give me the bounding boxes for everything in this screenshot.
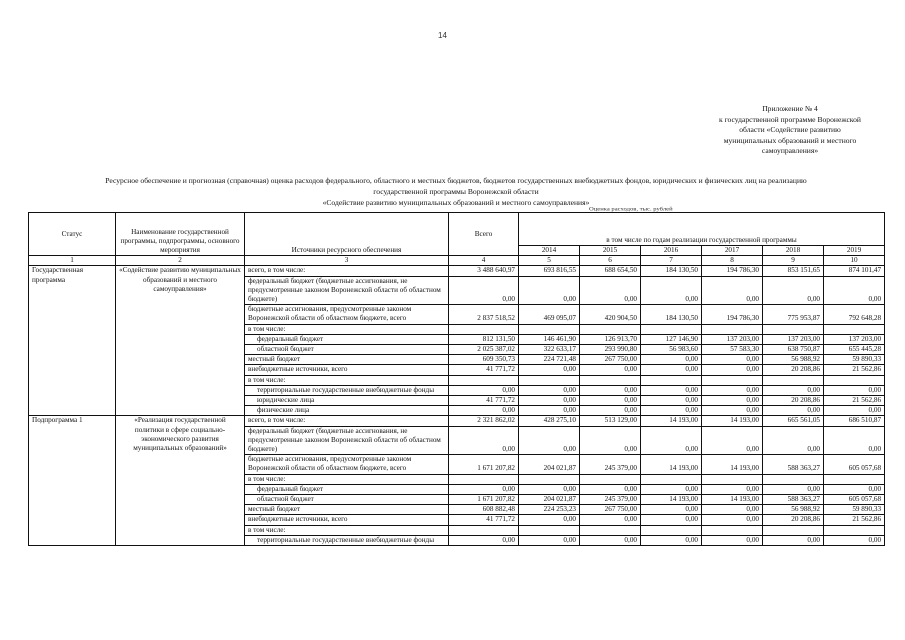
year-value-cell: 0,00 [641, 355, 702, 365]
year-value-cell: 0,00 [519, 515, 580, 525]
year-value-cell: 0,00 [702, 365, 763, 375]
year-value-cell: 605 057,68 [824, 455, 885, 474]
column-number: 5 [519, 256, 580, 266]
year-value-cell [763, 525, 824, 535]
year-value-cell: 0,00 [580, 426, 641, 455]
total-cell: 2 025 387,02 [449, 345, 519, 355]
source-header: Источники ресурсного обеспечения [245, 213, 449, 256]
year-value-cell: 184 130,50 [641, 266, 702, 276]
year-value-cell: 638 750,87 [763, 345, 824, 355]
year-value-cell: 224 253,23 [519, 505, 580, 515]
total-cell: 41 771,72 [449, 365, 519, 375]
year-value-cell [702, 474, 763, 484]
year-value-cell: 245 379,00 [580, 495, 641, 505]
year-value-cell: 20 208,86 [763, 396, 824, 406]
total-cell: 0,00 [449, 484, 519, 494]
year-value-cell [763, 474, 824, 484]
cost-header: Оценка расходов, тыс. рублей [589, 206, 673, 213]
year-value-cell: 57 583,30 [702, 345, 763, 355]
column-number: 2 [116, 256, 245, 266]
year-value-cell [641, 525, 702, 535]
year-value-cell: 0,00 [519, 396, 580, 406]
year-value-cell: 0,00 [519, 276, 580, 305]
heading-line-2: государственной программы Воронежской области [373, 186, 539, 196]
year-value-cell: 0,00 [580, 535, 641, 545]
year-value-cell: 686 510,87 [824, 416, 885, 426]
year-value-cell: 0,00 [641, 484, 702, 494]
year-value-cell: 0,00 [824, 385, 885, 395]
year-value-cell: 0,00 [641, 276, 702, 305]
source-cell: физические лица [245, 406, 449, 416]
column-number-row [29, 256, 885, 266]
name-cell: «Реализация государственной политики в сфере социально-экономического развития муниципальных образований» [116, 416, 245, 546]
year-value-cell: 0,00 [824, 406, 885, 416]
year-header: 2014 [519, 246, 580, 256]
total-cell: 0,00 [449, 426, 519, 455]
year-value-cell: 420 904,50 [580, 305, 641, 324]
year-value-cell: 14 193,00 [702, 416, 763, 426]
year-value-cell: 204 021,87 [519, 495, 580, 505]
year-value-cell: 56 983,60 [641, 345, 702, 355]
column-number: 7 [641, 256, 702, 266]
total-cell: 0,00 [449, 276, 519, 305]
year-value-cell: 0,00 [641, 396, 702, 406]
year-value-cell: 0,00 [702, 426, 763, 455]
year-value-cell: 0,00 [641, 426, 702, 455]
year-value-cell: 0,00 [641, 535, 702, 545]
year-value-cell: 0,00 [702, 396, 763, 406]
year-value-cell: 588 363,27 [763, 455, 824, 474]
year-value-cell: 59 890,33 [824, 505, 885, 515]
year-value-cell [580, 375, 641, 385]
source-cell: федеральный бюджет (бюджетные ассигнования, не предусмотренные законом Воронежской области об областном бюджете) [245, 276, 449, 305]
column-number: 4 [449, 256, 519, 266]
year-value-cell: 605 057,68 [824, 495, 885, 505]
year-value-cell: 21 562,86 [824, 396, 885, 406]
table-row [29, 266, 885, 276]
year-value-cell [641, 375, 702, 385]
total-cell: 1 671 207,82 [449, 455, 519, 474]
year-value-cell: 0,00 [641, 515, 702, 525]
source-cell: федеральный бюджет [245, 484, 449, 494]
year-value-cell: 20 208,86 [763, 365, 824, 375]
year-value-cell: 513 129,00 [580, 416, 641, 426]
year-value-cell: 0,00 [641, 406, 702, 416]
year-value-cell: 792 648,28 [824, 305, 885, 324]
year-value-cell: 267 750,00 [580, 355, 641, 365]
year-value-cell: 267 750,00 [580, 505, 641, 515]
year-value-cell: 0,00 [641, 505, 702, 515]
year-value-cell: 0,00 [763, 484, 824, 494]
year-value-cell: 0,00 [641, 385, 702, 395]
status-cell: Государственная программа [29, 266, 116, 416]
year-value-cell [763, 324, 824, 334]
appendix-note [696, 104, 884, 157]
column-number: 6 [580, 256, 641, 266]
year-value-cell: 0,00 [702, 385, 763, 395]
table-row [29, 416, 885, 426]
total-cell: 608 882,48 [449, 505, 519, 515]
source-cell: в том числе: [245, 324, 449, 334]
source-cell: областной бюджет [245, 345, 449, 355]
total-header: Всего [449, 213, 519, 256]
year-value-cell: 14 193,00 [641, 455, 702, 474]
appendix-line: Приложение № 4 [762, 104, 818, 113]
total-cell: 2 837 518,52 [449, 305, 519, 324]
year-value-cell [580, 474, 641, 484]
year-value-cell [580, 525, 641, 535]
year-header: 2018 [763, 246, 824, 256]
year-value-cell: 469 095,07 [519, 305, 580, 324]
year-value-cell: 0,00 [580, 276, 641, 305]
page-number: 14 [438, 31, 447, 40]
year-value-cell: 245 379,00 [580, 455, 641, 474]
column-number: 10 [824, 256, 885, 266]
year-value-cell: 688 654,50 [580, 266, 641, 276]
year-value-cell: 137 203,00 [824, 334, 885, 344]
year-value-cell: 665 561,05 [763, 416, 824, 426]
source-cell: федеральный бюджет (бюджетные ассигнования, не предусмотренные законом Воронежской области об областном бюджете) [245, 426, 449, 455]
appendix-line: к государственной программе Воронежской [719, 114, 861, 124]
year-value-cell: 588 363,27 [763, 495, 824, 505]
year-value-cell: 0,00 [763, 535, 824, 545]
year-value-cell: 14 193,00 [641, 416, 702, 426]
year-value-cell: 127 146,90 [641, 334, 702, 344]
year-value-cell: 0,00 [763, 426, 824, 455]
source-cell: в том числе: [245, 474, 449, 484]
year-value-cell: 0,00 [763, 276, 824, 305]
year-value-cell: 0,00 [702, 355, 763, 365]
column-number: 3 [245, 256, 449, 266]
year-header: 2016 [641, 246, 702, 256]
total-cell: 2 321 862,02 [449, 416, 519, 426]
year-value-cell: 0,00 [519, 406, 580, 416]
year-value-cell: 428 275,10 [519, 416, 580, 426]
year-value-cell: 0,00 [580, 365, 641, 375]
year-value-cell [824, 375, 885, 385]
source-cell: в том числе: [245, 375, 449, 385]
document-heading [30, 176, 882, 197]
year-value-cell [702, 375, 763, 385]
source-cell: территориальные государственные внебюджетные фонды [245, 385, 449, 395]
total-cell [449, 474, 519, 484]
total-cell: 812 131,50 [449, 334, 519, 344]
year-value-cell: 137 203,00 [763, 334, 824, 344]
year-header: 2017 [702, 246, 763, 256]
source-cell: внебюджетные источники, всего [245, 515, 449, 525]
status-header: Статус [29, 213, 116, 256]
year-value-cell: 0,00 [702, 406, 763, 416]
total-cell [449, 375, 519, 385]
year-header: 2015 [580, 246, 641, 256]
total-cell: 0,00 [449, 385, 519, 395]
year-value-cell [824, 474, 885, 484]
total-cell: 3 488 640,97 [449, 266, 519, 276]
total-cell: 41 771,72 [449, 515, 519, 525]
year-value-cell: 146 461,90 [519, 334, 580, 344]
year-value-cell: 0,00 [580, 406, 641, 416]
year-value-cell: 14 193,00 [702, 495, 763, 505]
year-value-cell: 293 990,80 [580, 345, 641, 355]
year-value-cell: 0,00 [702, 484, 763, 494]
year-value-cell [641, 474, 702, 484]
name-header: Наименование государственной программы, подпрограммы, основного мероприятия [116, 213, 245, 256]
column-number: 1 [29, 256, 116, 266]
year-value-cell: 853 151,65 [763, 266, 824, 276]
source-cell: юридические лица [245, 396, 449, 406]
year-value-cell [824, 525, 885, 535]
resource-table [28, 212, 885, 546]
year-value-cell: 184 130,50 [641, 305, 702, 324]
year-value-cell: 693 816,55 [519, 266, 580, 276]
year-value-cell: 0,00 [702, 515, 763, 525]
column-number: 8 [702, 256, 763, 266]
source-cell: всего, в том числе: [245, 416, 449, 426]
year-value-cell [824, 324, 885, 334]
total-cell: 41 771,72 [449, 396, 519, 406]
year-value-cell: 204 021,87 [519, 455, 580, 474]
year-value-cell: 56 988,92 [763, 355, 824, 365]
year-value-cell: 655 445,28 [824, 345, 885, 355]
year-value-cell [519, 375, 580, 385]
year-value-cell: 14 193,00 [641, 495, 702, 505]
source-cell: всего, в том числе: [245, 266, 449, 276]
year-value-cell: 0,00 [519, 426, 580, 455]
year-value-cell: 224 721,48 [519, 355, 580, 365]
total-cell: 1 671 207,82 [449, 495, 519, 505]
year-value-cell [519, 474, 580, 484]
year-value-cell: 0,00 [702, 535, 763, 545]
year-value-cell: 14 193,00 [702, 455, 763, 474]
year-value-cell: 0,00 [763, 385, 824, 395]
year-value-cell: 21 562,86 [824, 515, 885, 525]
year-value-cell: 0,00 [519, 484, 580, 494]
appendix-line: муниципальных образований и местного [723, 135, 857, 145]
year-value-cell: 0,00 [702, 505, 763, 515]
year-value-cell: 0,00 [824, 276, 885, 305]
year-value-cell: 0,00 [763, 406, 824, 416]
source-cell: территориальные государственные внебюджетные фонды [245, 535, 449, 545]
year-value-cell [702, 324, 763, 334]
year-header: 2019 [824, 246, 885, 256]
appendix-line: области «Содействие развитию [739, 125, 841, 135]
source-cell: бюджетные ассигнования, предусмотренные законом Воронежской области об областном бюджете, всего [245, 455, 449, 474]
name-cell: «Содействие развитию муниципальных образований и местного самоуправления» [116, 266, 245, 416]
year-value-cell: 137 203,00 [702, 334, 763, 344]
year-value-cell: 0,00 [580, 515, 641, 525]
status-cell: Подпрограмма 1 [29, 416, 116, 546]
year-value-cell: 322 633,17 [519, 345, 580, 355]
year-value-cell: 0,00 [580, 385, 641, 395]
total-cell [449, 525, 519, 535]
year-value-cell: 56 988,92 [763, 505, 824, 515]
source-cell: бюджетные ассигнования, предусмотренные законом Воронежской области об областном бюджете, всего [245, 305, 449, 324]
year-value-cell: 194 786,30 [702, 266, 763, 276]
year-value-cell [580, 324, 641, 334]
year-value-cell: 0,00 [519, 535, 580, 545]
header-row [29, 213, 885, 246]
year-value-cell: 0,00 [580, 396, 641, 406]
year-value-cell: 21 562,86 [824, 365, 885, 375]
source-cell: областной бюджет [245, 495, 449, 505]
year-value-cell: 0,00 [702, 276, 763, 305]
year-value-cell: 0,00 [824, 535, 885, 545]
total-cell [449, 324, 519, 334]
year-value-cell: 126 913,70 [580, 334, 641, 344]
year-value-cell [519, 324, 580, 334]
source-cell: местный бюджет [245, 505, 449, 515]
source-cell: в том числе: [245, 525, 449, 535]
year-value-cell [702, 525, 763, 535]
year-value-cell: 20 208,86 [763, 515, 824, 525]
year-value-cell: 59 890,33 [824, 355, 885, 365]
year-value-cell: 0,00 [519, 385, 580, 395]
year-value-cell: 194 786,30 [702, 305, 763, 324]
year-value-cell: 0,00 [824, 426, 885, 455]
total-cell: 609 350,73 [449, 355, 519, 365]
source-cell: внебюджетные источники, всего [245, 365, 449, 375]
year-value-cell [763, 375, 824, 385]
total-cell: 0,00 [449, 535, 519, 545]
years-header: в том числе по годам реализации государственной программы [519, 213, 885, 246]
program-title: «Содействие развитию муниципальных образований и местного самоуправления» [322, 198, 590, 207]
year-value-cell: 775 953,87 [763, 305, 824, 324]
year-value-cell: 0,00 [641, 365, 702, 375]
heading-line-1: Ресурсное обеспечение и прогнозная (справочная) оценка расходов федерального, областного и местных бюджетов, бюджетов государственных внебюджетных фондов, юридических и физических лиц на реализацию [105, 176, 807, 185]
year-value-cell: 0,00 [519, 365, 580, 375]
source-cell: местный бюджет [245, 355, 449, 365]
year-value-cell: 874 101,47 [824, 266, 885, 276]
source-cell: федеральный бюджет [245, 334, 449, 344]
total-cell: 0,00 [449, 406, 519, 416]
year-value-cell [641, 324, 702, 334]
appendix-line: самоуправления» [761, 146, 819, 156]
year-value-cell [519, 525, 580, 535]
column-number: 9 [763, 256, 824, 266]
year-value-cell: 0,00 [580, 484, 641, 494]
year-value-cell: 0,00 [824, 484, 885, 494]
